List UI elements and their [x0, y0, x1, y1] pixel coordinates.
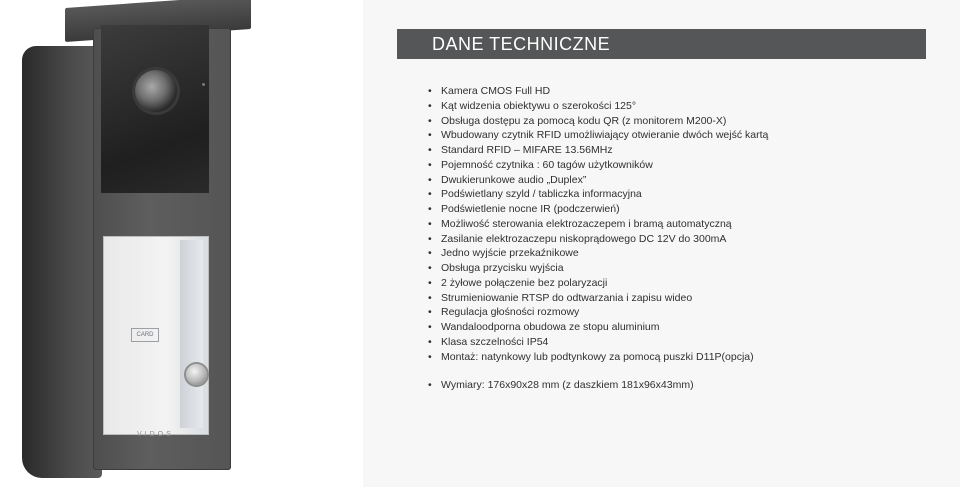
- spec-text: Podświetlenie nocne IR (podczerwień): [441, 203, 620, 215]
- spec-item: [424, 187, 924, 202]
- call-button-icon: [186, 364, 207, 385]
- bullet-icon: •: [428, 203, 432, 215]
- spec-item: [424, 84, 924, 99]
- brand-mark: VIDOS: [137, 431, 174, 438]
- bullet-icon: •: [428, 173, 432, 186]
- spec-text: Jedno wyjście przekaźnikowe: [441, 247, 579, 260]
- bullet-icon: •: [428, 306, 432, 319]
- bullet-icon: •: [428, 144, 432, 156]
- product-image-area: [0, 0, 275, 487]
- spec-text: Podświetlany szyld / tabliczka informacyjna: [441, 188, 642, 201]
- spec-item: [424, 202, 924, 217]
- bullet-icon: •: [428, 217, 432, 230]
- spec-item: [424, 350, 924, 365]
- spec-text: Możliwość sterowania elektrozaczepem i bramą automatyczną: [441, 217, 732, 230]
- spec-item: [424, 173, 924, 188]
- spec-item: [424, 99, 924, 114]
- bullet-icon: •: [428, 114, 432, 127]
- bullet-icon: •: [428, 262, 432, 274]
- spec-list: [424, 84, 924, 393]
- spec-item-dimensions: [424, 378, 924, 393]
- bullet-icon: •: [428, 188, 432, 201]
- spec-item: [424, 128, 924, 143]
- spec-item: [424, 291, 924, 306]
- spec-text: 2 żyłowe połączenie bez polaryzacji: [441, 276, 608, 289]
- spec-item: [424, 114, 924, 129]
- bullet-icon: •: [428, 321, 432, 333]
- spec-item: [424, 246, 924, 261]
- spec-text: Strumieniowanie RTSP do odtwarzania i zapisu wideo: [441, 291, 693, 304]
- spec-item: [424, 143, 924, 158]
- device-side: [22, 46, 102, 478]
- bullet-icon: •: [428, 379, 432, 392]
- spec-text: Regulacja głośności rozmowy: [441, 306, 580, 319]
- bullet-icon: •: [428, 85, 432, 97]
- section-header: [397, 29, 926, 59]
- spec-text: Pojemność czytnika : 60 tagów użytkowników: [441, 158, 653, 171]
- spec-text: Kąt widzenia obiektywu o szerokości 125°: [441, 99, 637, 112]
- spec-text: Zasilanie elektrozaczepu niskoprądowego DC 12V do 300mA: [441, 232, 727, 245]
- spec-item: [424, 276, 924, 291]
- bullet-icon: •: [428, 247, 432, 260]
- spec-text: Wymiary: 176x90x28 mm (z daszkiem 181x96x43mm): [441, 379, 694, 392]
- spec-text: Wandaloodporna obudowa ze stopu aluminium: [441, 321, 660, 333]
- bullet-icon: •: [428, 276, 432, 289]
- spec-text: Obsługa przycisku wyjścia: [441, 262, 564, 274]
- spec-text: Wbudowany czytnik RFID umożliwiający otwieranie dwóch wejść kartą: [441, 129, 769, 142]
- spec-item: [424, 320, 924, 335]
- bullet-icon: •: [428, 232, 432, 245]
- spec-item: [424, 261, 924, 276]
- card-reader-label: CARD: [131, 328, 159, 342]
- bullet-icon: •: [428, 350, 432, 363]
- spec-text: Obsługa dostępu za pomocą kodu QR (z monitorem M200-X): [441, 114, 727, 127]
- section-title: DANE TECHNICZNE: [432, 34, 611, 54]
- bullet-icon: •: [428, 158, 432, 171]
- spec-item: [424, 335, 924, 350]
- ir-sensor-icon: [202, 83, 205, 86]
- spec-item: [424, 305, 924, 320]
- spec-text: Kamera CMOS Full HD: [441, 85, 551, 97]
- bullet-icon: •: [428, 291, 432, 304]
- bullet-icon: •: [428, 335, 432, 348]
- bullet-icon: •: [428, 99, 432, 112]
- spec-item: [424, 217, 924, 232]
- name-plate-strip: [180, 240, 203, 428]
- spec-text: Montaż: natynkowy lub podtynkowy za pomocą puszki D11P(opcja): [441, 350, 754, 363]
- spec-text: Standard RFID – MIFARE 13.56MHz: [441, 144, 613, 156]
- bullet-icon: •: [428, 129, 432, 142]
- spec-text: Klasa szczelności IP54: [441, 335, 549, 348]
- spec-text: Dwukierunkowe audio „Duplex”: [441, 173, 587, 186]
- spec-item: [424, 158, 924, 173]
- spec-item: [424, 232, 924, 247]
- intercom-device-image: [10, 8, 245, 478]
- camera-lens-icon: [135, 70, 177, 112]
